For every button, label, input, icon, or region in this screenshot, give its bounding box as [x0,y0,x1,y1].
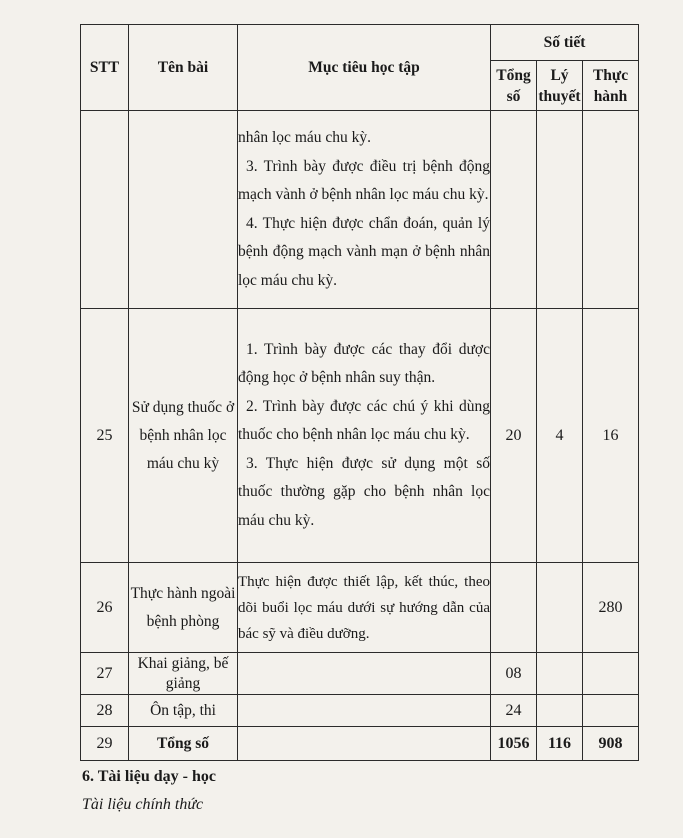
section-subheading: Tài liệu chính thức [82,796,204,813]
cell-tong-so: 1056 [491,727,537,761]
cell-tong-so: 08 [491,653,537,695]
cell-ly-thuyet [537,111,583,309]
table-row [81,309,639,563]
cell-muc-tieu [238,309,491,563]
cell-tong-so: 24 [491,695,537,727]
objective-text: nhân lọc máu chu kỳ. [238,129,372,146]
cell-muc-tieu [238,111,491,309]
cell-tong-so: 20 [491,309,537,563]
header-ly-thuyet: Lý thuyết [537,61,583,111]
cell-thuc-hanh: 16 [583,309,639,563]
cell-thuc-hanh [583,653,639,695]
objective-text: Thực hiện được thiết lập, kết thúc, theo dõi buổi lọc máu dưới sự hướng dẫn của bác sỹ và điều dưỡng. [238,573,490,642]
objective-text: 3. Trình bày được điều trị bệnh động mạch vành ở bệnh nhân lọc máu chu kỳ. [238,157,490,203]
header-so-tiet: Số tiết [491,25,639,61]
table-header-row [81,25,639,61]
objective-text: 3. Thực hiện được sử dụng một số thuốc thường gặp cho bệnh nhân lọc máu chu kỳ. [238,454,490,529]
cell-ten-bai [129,111,238,309]
cell-ly-thuyet [537,695,583,727]
cell-ly-thuyet [537,653,583,695]
cell-stt: 28 [81,695,129,727]
cell-thuc-hanh [583,111,639,309]
cell-ly-thuyet: 4 [537,309,583,563]
cell-stt: 29 [81,727,129,761]
cell-thuc-hanh [583,695,639,727]
cell-muc-tieu [238,653,491,695]
cell-ten-bai: Khai giảng, bế giảng [129,653,238,695]
header-thuc-hanh: Thực hành [583,61,639,111]
objective-text: 4. Thực hiện được chẩn đoán, quản lý bệnh động mạch vành mạn ở bệnh nhân lọc máu chu kỳ. [238,214,490,289]
cell-stt [81,111,129,309]
table-row [81,111,639,309]
table-row [81,653,639,695]
cell-muc-tieu [238,695,491,727]
cell-stt: 27 [81,653,129,695]
cell-stt: 26 [81,563,129,653]
table-row [81,563,639,653]
objective-text: 2. Trình bày được các chú ý khi dùng thuốc cho bệnh nhân lọc máu chu kỳ. [238,397,490,444]
cell-thuc-hanh: 908 [583,727,639,761]
cell-ten-bai: Thực hành ngoài bệnh phòng [129,563,238,653]
cell-ly-thuyet: 116 [537,727,583,761]
header-stt: STT [81,25,129,111]
cell-ten-bai: Tổng số [129,727,238,761]
cell-muc-tieu [238,727,491,761]
cell-tong-so [491,111,537,309]
curriculum-table [80,24,639,761]
table-total-row [81,727,639,761]
objective-text: 1. Trình bày được các thay đổi dược động học ở bệnh nhân suy thận. [238,340,490,387]
cell-ly-thuyet [537,563,583,653]
cell-thuc-hanh: 280 [583,563,639,653]
cell-stt: 25 [81,309,129,563]
cell-tong-so [491,563,537,653]
cell-ten-bai: Sử dụng thuốc ở bệnh nhân lọc máu chu kỳ [129,309,238,563]
header-ten-bai: Tên bài [129,25,238,111]
section-heading: 6. Tài liệu dạy - học [82,768,216,785]
table-row [81,695,639,727]
header-muc-tieu: Mục tiêu học tập [238,25,491,111]
cell-muc-tieu [238,563,491,653]
cell-ten-bai: Ôn tập, thi [129,695,238,727]
header-tong-so: Tổng số [491,61,537,111]
